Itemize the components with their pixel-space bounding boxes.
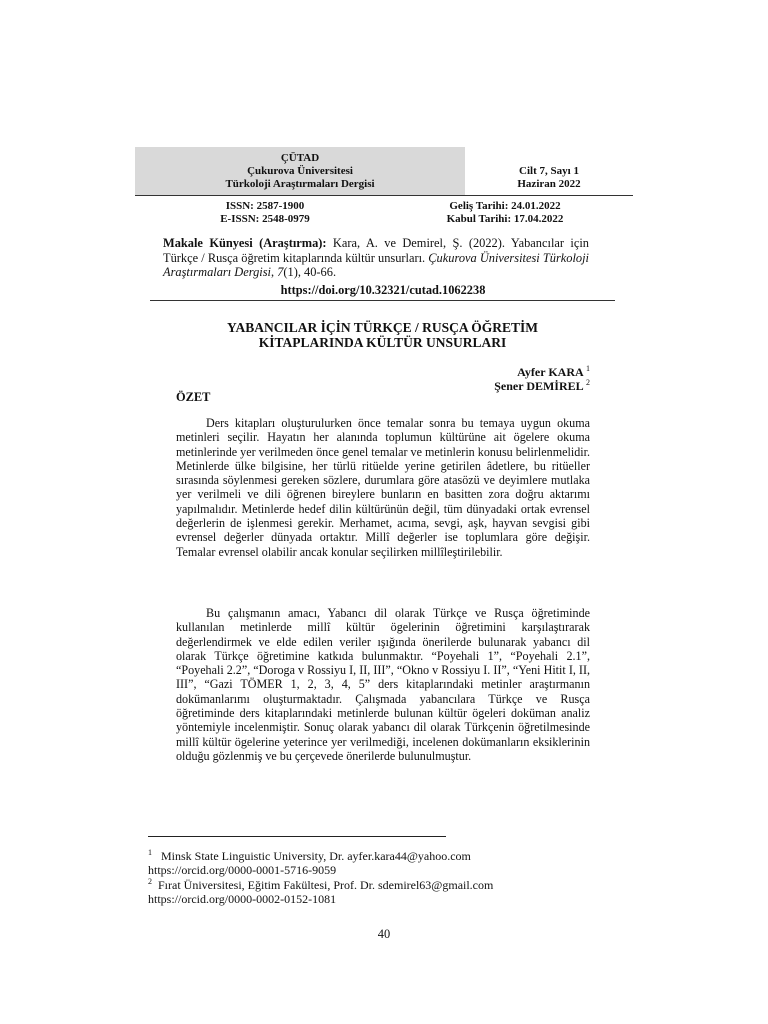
citation-sep: ,	[270, 265, 278, 279]
volume-issue: Cilt 7, Sayı 1	[519, 165, 579, 177]
abstract-paragraph-1: Ders kitapları oluşturulurken önce temalar sonra bu temaya uygun okuma metinleri seçilir. Hayatın her alanında toplumun kültürüne ait ögelere okuma metinlerinde yer verilmeden önce genel temalar ve metinlerin konusu belirlenmelidir. Metinlerde ülke bilgisine, her türlü ritüelde yerine getirilen âdetlere, bu ritüeller sırasında söylenmesi gereken sözlere, durumlara göre atasözü ve deyimlere mutlaka yer verilmeli ve dili öğrenen bireylere bunların en basitten zora doğru aktarımı yapılmalıdır. Metinlerde hedef dilin kültürünün değil, tüm dünyadaki ortak evrensel değerlerin de işlenmesi gerekir. Merhamet, acıma, sevgi, aşk, hayvan sevgisi gibi evrensel değerler dünyada ortaktır. Millî değerler ise toplumlara göre değişir. Temalar evrensel olabilir ancak konular seçilirken millîleştirilebilir.	[176, 416, 590, 559]
citation-pages: (1), 40-66.	[283, 265, 337, 279]
citation-label: Makale Künyesi (Araştırma):	[163, 236, 327, 250]
author-1-footnote-ref: 1	[586, 364, 590, 373]
author-1-name: Ayfer KARA	[517, 365, 583, 379]
footnote-2	[148, 875, 620, 906]
footnote-2-number: 2	[148, 877, 152, 886]
footnote-2-affiliation: Fırat Üniversitesi, Eğitim Fakültesi, Prof. Dr. sdemirel63@gmail.com	[158, 878, 494, 892]
footnote-1-affiliation: Minsk State Linguistic University, Dr. ayfer.kara44@yahoo.com	[161, 849, 471, 863]
dates-block	[420, 200, 590, 226]
university-name: Çukurova Üniversitesi	[247, 165, 353, 177]
footnote-1-orcid[interactable]: https://orcid.org/0000-0001-5716-9059	[148, 863, 337, 877]
abstract-heading: ÖZET	[176, 390, 211, 404]
citation-block	[163, 236, 589, 280]
journal-header-box	[135, 147, 465, 195]
issn: ISSN: 2587-1900	[225, 200, 305, 212]
citation-journal: Çukurova Üniversitesi Türkoloji Araştırmaları Dergisi	[163, 250, 590, 279]
issue-date: Haziran 2022	[517, 178, 581, 190]
header-divider	[135, 195, 633, 196]
title-line-1: YABANCILAR İÇİN TÜRKÇE / RUSÇA ÖĞRETİM	[227, 320, 538, 335]
footnote-1	[148, 846, 620, 877]
journal-name: Türkoloji Araştırmaları Dergisi	[225, 178, 375, 190]
author-2-footnote-ref: 2	[586, 378, 590, 387]
doi-link[interactable]: https://doi.org/10.32321/cutad.1062238	[280, 283, 486, 297]
footnote-divider	[148, 836, 446, 837]
journal-abbreviation: ÇÜTAD	[280, 152, 320, 164]
received-date: Geliş Tarihi: 24.01.2022	[449, 200, 561, 212]
accepted-date: Kabul Tarihi: 17.04.2022	[446, 213, 564, 225]
citation-text: Kara, A. ve Demirel, Ş. (2022). Yabancılar için Türkçe / Rusça öğretim kitaplarında kültür unsurları.	[163, 236, 589, 265]
footnote-1-number: 1	[148, 848, 152, 857]
eissn: E-ISSN: 2548-0979	[220, 213, 310, 225]
title-line-2: KİTAPLARINDA KÜLTÜR UNSURLARI	[258, 335, 507, 350]
article-title	[150, 320, 615, 350]
abstract-paragraph-2: Bu çalışmanın amacı, Yabancı dil olarak Türkçe ve Rusça öğretiminde kullanılan metinlerde millî kültür ögelerinin öğretimini karşılaştırarak değerlendirmek ve elde edilen veriler ışığında önerilerde bulunarak yabancı dil olarak Türkçe öğretimine katkıda bulunmaktır. “Poyehali 1”, “Poyehali 2.1”, “Poyehali 2.2”, “Doroga v Rossiyu I, II, III”, “Okno v Rossiyu I. II”, “Yeni Hitit I, II, III”, “Gazi TÖMER 1, 2, 3, 4, 5” ders kitaplarındaki metinler araştırmanın dokümanlarımı oluşturmaktadır. Çalışmada yabancılara Türkçe ve Rusça öğretiminde ders kitaplarındaki metinlerde bulunan kültür ögeleri doküman analiz yöntemiyle incelenmiştir. Sonuç olarak yabancı dil olarak Türkçenin öğretilmesinde millî kültür ögelerine yeterince yer verilmediği, incelenen dokümanların eksiklerinin olduğu gözlenmiş ve bu çerçevede önerilerde bulunulmuştur.	[176, 606, 590, 763]
issue-info	[465, 147, 633, 195]
author-2-name: Şener DEMİREL	[494, 379, 583, 393]
doi-divider	[150, 300, 615, 301]
author-2	[494, 376, 590, 393]
citation-volume: 7	[277, 265, 284, 279]
page-number: 40	[377, 927, 391, 941]
issn-block	[165, 200, 365, 226]
footnote-2-orcid[interactable]: https://orcid.org/0000-0002-0152-1081	[148, 892, 337, 906]
